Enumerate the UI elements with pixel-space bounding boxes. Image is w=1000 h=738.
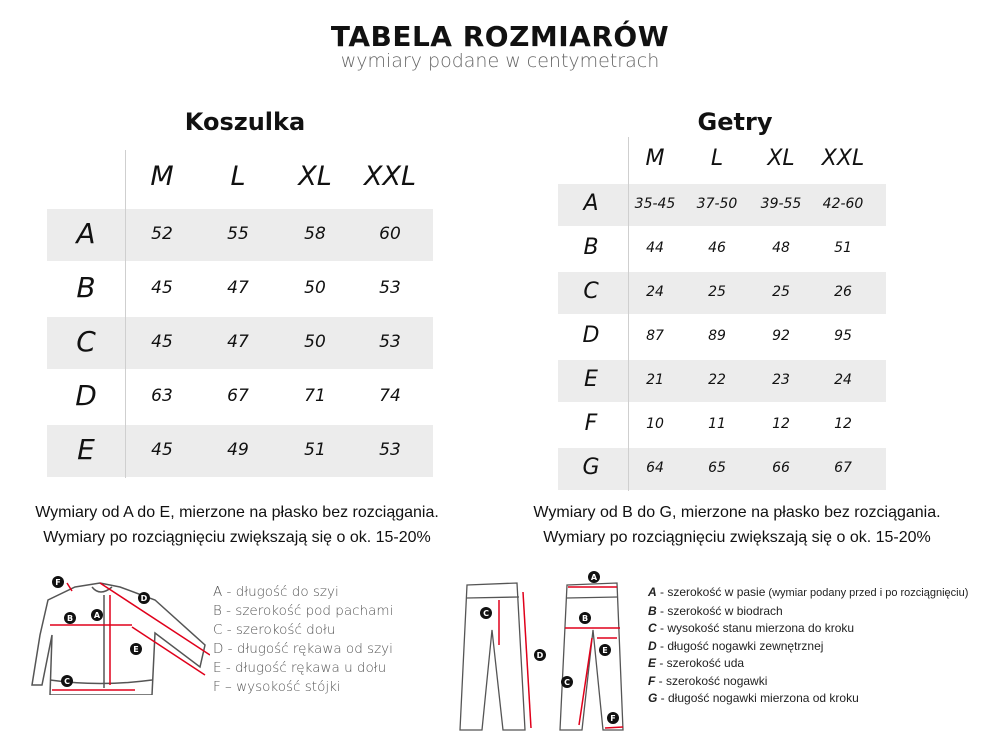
size-value: 89 [708,327,726,344]
size-value: 47 [227,331,249,352]
size-value: 87 [646,327,664,344]
table-row [558,184,886,226]
koszulka-note [0,500,474,550]
size-value: 51 [304,439,326,460]
size-value: 95 [834,327,852,344]
legend-item: D - długość rękawa od szyi [213,641,393,657]
size-value: 92 [772,327,790,344]
svg-text:B: B [66,614,74,623]
size-value: 52 [151,223,173,244]
legend-key: E [648,656,657,670]
size-value: 46 [708,239,726,256]
size-value: 35-45 [634,195,676,212]
row-label: C [76,324,96,358]
table-row [558,404,886,446]
legend-key: D [648,638,657,653]
size-value: 67 [227,385,249,406]
size-header: L [710,145,724,171]
table-row [558,448,886,490]
row-label: B [76,270,96,304]
size-value: 42-60 [822,195,864,212]
size-value: 26 [834,283,852,300]
legend-text: - szerokość w biodrach [656,603,783,618]
table-row [47,209,433,261]
getry-legend [648,584,968,708]
legend-item [648,655,968,673]
size-value: 53 [379,439,401,460]
svg-text:E: E [133,645,139,654]
koszulka-legend [213,583,393,697]
size-value: 48 [772,239,790,256]
marker-a: A [93,611,101,620]
size-value: 67 [834,459,852,476]
koszulka-heading: Koszulka [184,108,306,136]
size-value: 66 [772,459,790,476]
note-line: Wymiary od B do G, mierzone na płasko bez rozciągania. [533,504,941,521]
row-label: B [583,234,599,260]
size-value: 45 [151,277,173,298]
size-value: 53 [379,331,401,352]
size-value: 25 [772,283,790,300]
size-value: 50 [304,277,326,298]
getry-table [558,137,886,493]
row-label: C [583,278,599,304]
svg-text:B: B [581,614,589,623]
size-value: 25 [708,283,726,300]
size-value: 37-50 [696,195,738,212]
table-row [47,317,433,369]
size-value: 39-55 [760,195,802,212]
row-label: D [582,322,600,348]
column-divider [628,137,629,491]
size-value: 49 [227,439,249,460]
size-value: 71 [304,385,326,406]
size-value: 50 [304,331,326,352]
svg-text:C: C [483,609,489,618]
jacket-diagram [20,575,210,695]
size-value: 24 [646,283,664,300]
size-value: 44 [646,239,664,256]
svg-text:C: C [64,677,70,686]
size-value: 10 [646,415,664,432]
legend-key: A [648,585,657,599]
row-label: F [584,410,598,436]
size-value: 12 [834,415,852,432]
svg-text:D: D [536,651,544,660]
size-value: 53 [379,277,401,298]
note-line: Wymiary od A do E, mierzone na płasko bez rozciągania. [35,504,439,521]
note-line: Wymiary po rozciągnięciu zwiększają się o ok. 15-20% [543,529,931,546]
size-value: 63 [151,385,173,406]
legend-item: F – wysokość stójki [213,679,341,695]
svg-text:C: C [564,678,570,687]
size-value: 22 [708,371,726,388]
size-value: 12 [772,415,790,432]
legend-key: F [648,673,656,688]
row-label: E [584,366,598,392]
row-label: E [77,432,95,466]
table-row [558,360,886,402]
size-value: 11 [708,415,726,432]
legend-text: - szerokość w pasie [656,585,766,599]
legend-item [648,603,968,621]
table-row [558,316,886,358]
row-label: A [76,216,96,250]
svg-text:E: E [602,646,608,655]
table-row [558,228,886,270]
koszulka-table [47,150,433,480]
size-value: 64 [646,459,664,476]
legend-text: - szerokość nogawki [655,673,768,688]
legend-item [648,584,968,603]
svg-text:D: D [140,594,148,603]
size-header: XXL [363,161,417,193]
size-value: 58 [304,223,326,244]
svg-text:F: F [55,578,61,587]
size-value: 23 [772,371,790,388]
legend-item [648,620,968,638]
legend-text: - długość nogawki mierzona od kroku [657,691,859,705]
legend-extra: (wymiar podany przed i po rozciągnięciu) [765,587,969,599]
legend-item: B - szerokość pod pachami [213,603,394,619]
row-label: A [583,190,599,216]
row-label: G [582,454,600,480]
row-label: D [75,378,97,412]
legend-item [648,690,968,708]
legend-text: - wysokość stanu mierzona do kroku [656,621,855,635]
size-header: M [150,161,174,193]
legend-key: B [648,603,657,618]
legend-key: C [648,621,657,635]
table-row [558,272,886,314]
getry-note [500,500,974,550]
svg-text:A: A [590,573,598,582]
table-row [47,425,433,477]
size-value: 55 [227,223,249,244]
legend-item: A - długość do szyi [213,584,339,600]
getry-heading: Getry [697,108,773,136]
size-value: 65 [708,459,726,476]
table-row [47,263,433,315]
page-title: TABELA ROZMIARÓW [330,20,670,53]
size-value: 51 [834,239,852,256]
legend-item [648,673,968,691]
size-header: XL [298,161,332,193]
size-value: 45 [151,331,173,352]
note-line: Wymiary po rozciągnięciu zwiększają się o ok. 15-20% [43,529,431,546]
page-subtitle: wymiary podane w centymetrach [340,50,660,72]
size-value: 74 [379,385,401,406]
size-value: 47 [227,277,249,298]
table-row [47,371,433,423]
size-header: XXL [821,145,865,171]
legend-item: E - długość rękawa u dołu [213,660,387,676]
legend-item: C - szerokość dołu [213,622,336,638]
legend-text: - długość nogawki zewnętrznej [656,638,824,653]
column-divider [125,150,126,478]
legend-item [648,638,968,656]
size-value: 60 [379,223,401,244]
legend-text: - szerokość uda [656,656,745,670]
size-header: L [230,161,246,193]
size-header: M [645,145,665,171]
size-header: XL [767,145,795,171]
size-value: 21 [646,371,664,388]
size-value: 45 [151,439,173,460]
leggings-diagram [455,570,635,735]
svg-text:F: F [610,714,616,723]
size-value: 24 [834,371,852,388]
legend-key: G [648,691,658,705]
